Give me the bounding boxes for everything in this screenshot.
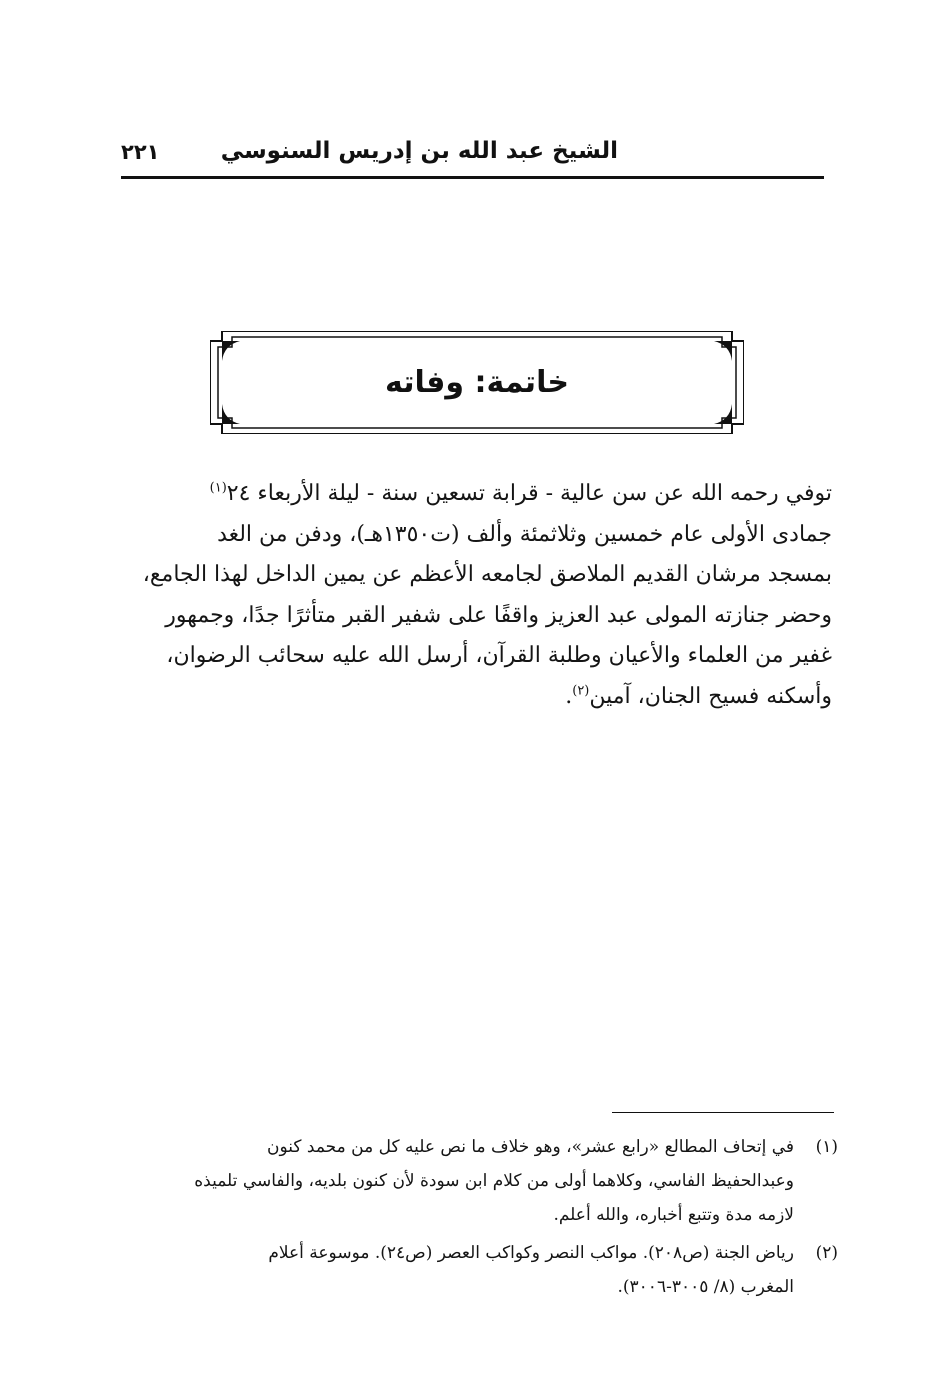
body-line bbox=[120, 474, 832, 515]
footnote-ref: (١) bbox=[209, 480, 227, 496]
running-header bbox=[121, 136, 824, 179]
footnote-line: في إتحاف المطالع «رابع عشر»، وهو خلاف ما نص عليه كل من محمد كنون bbox=[267, 1137, 794, 1157]
footnotes bbox=[120, 1130, 838, 1308]
body-line: جمادى الأولى عام خمسين وثلاثمئة وألف (ت١٣٥٠هـ)، ودفن من الغد bbox=[217, 521, 832, 547]
chapter-title-frame bbox=[210, 331, 744, 434]
chapter-title: خاتمة: وفاته bbox=[385, 365, 569, 400]
footnote-line: رياض الجنة (ص٢٠٨). مواكب النصر وكواكب العصر (ص٢٤). موسوعة أعلام bbox=[268, 1243, 794, 1263]
body-line bbox=[120, 677, 832, 718]
footnote-line: وعبدالحفيظ الفاسي، وكلاهما أولى من كلام ابن سودة لأن كنون بلديه، والفاسي تلميذه bbox=[194, 1171, 794, 1191]
end-mark: . bbox=[565, 683, 573, 709]
footnote bbox=[120, 1130, 838, 1232]
body-line: وحضر جنازته المولى عبد العزيز واقفًا على شفير القبر متأثرًا جدًا، وجمهور bbox=[165, 602, 832, 628]
footnote-number: (٢) bbox=[815, 1243, 838, 1263]
body-line: غفير من العلماء والأعيان وطلبة القرآن، أرسل الله عليه سحائب الرضوان، bbox=[166, 643, 832, 668]
footnote-separator bbox=[612, 1112, 834, 1113]
footnote-number: (١) bbox=[815, 1137, 838, 1157]
page-number: ٢٢١ bbox=[121, 140, 160, 164]
footnote-line: لازمه مدة وتتبع أخباره، والله أعلم. bbox=[553, 1205, 794, 1225]
body-paragraph bbox=[120, 474, 832, 717]
body-line-text: توفي رحمه الله عن سن عالية - قرابة تسعين سنة - ليلة الأربعاء ٢٤ bbox=[226, 481, 832, 506]
footnote bbox=[120, 1236, 838, 1304]
running-title: الشيخ عبد الله بن إدريس السنوسي bbox=[220, 138, 618, 164]
body-line-text: وأسكنه فسيح الجنان، آمين bbox=[589, 683, 832, 709]
footnote-line: المغرب (٨/ ٣٠٠٥-٣٠٠٦). bbox=[617, 1277, 794, 1297]
footnote-ref: (٢) bbox=[572, 683, 590, 699]
body-line: بمسجد مرشان القديم الملاصق لجامعه الأعظم عن يمين الداخل لهذا الجامع، bbox=[142, 562, 832, 587]
